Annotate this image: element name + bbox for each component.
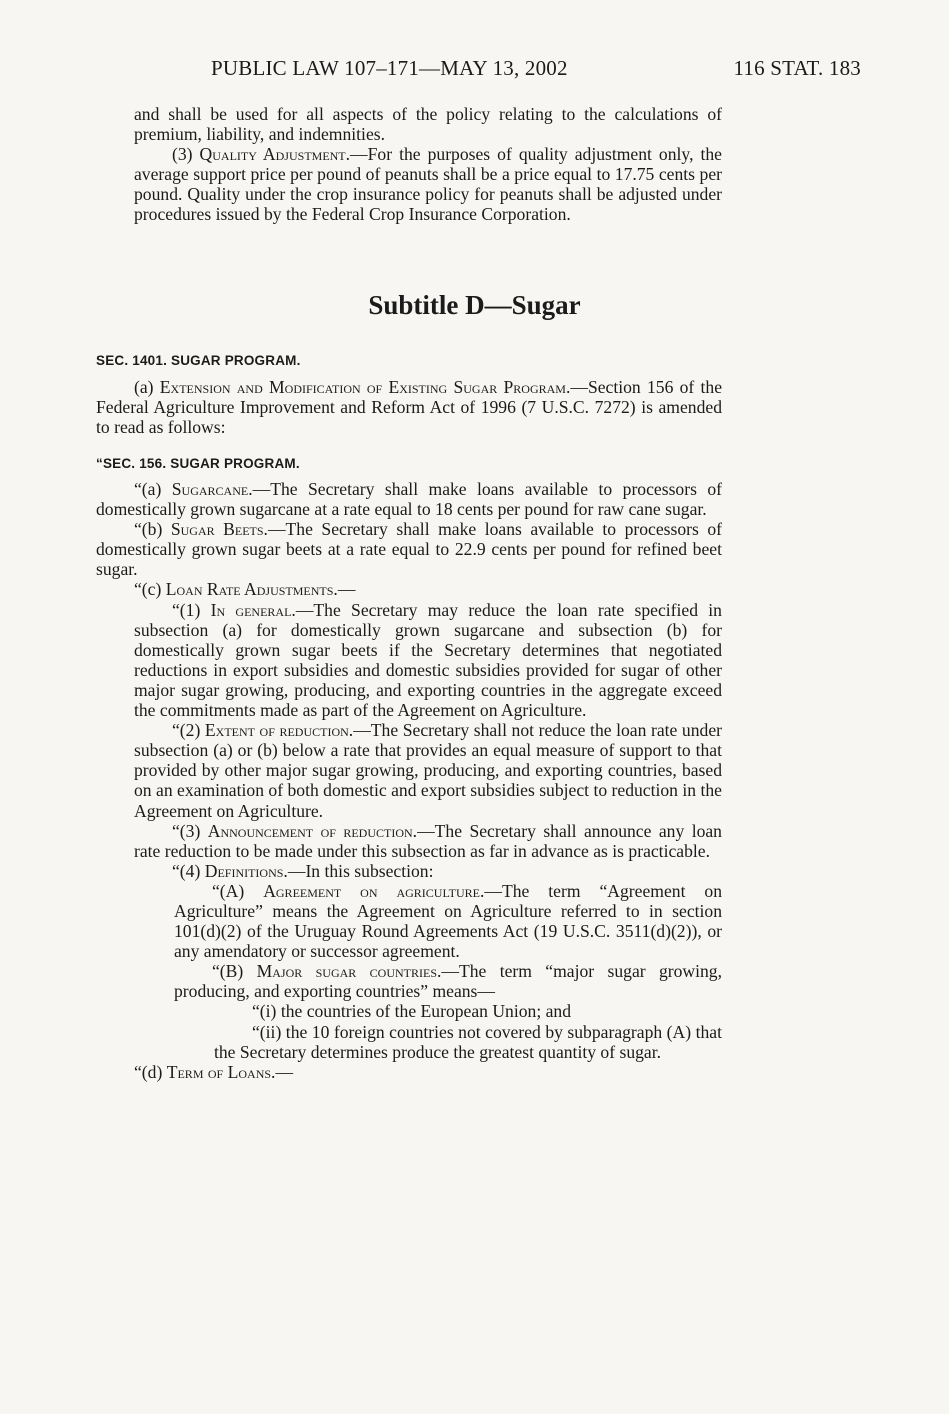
paragraph-text: —	[337, 579, 356, 600]
para-heading: Term of Loans.	[166, 1061, 276, 1082]
para-heading: Agreement on agriculture.	[263, 880, 485, 901]
para-heading: Extent of reduction.	[204, 720, 354, 741]
subtitle-heading: Subtitle D—Sugar	[368, 290, 581, 320]
paragraph-c4-definitions	[96, 861, 722, 881]
clause-i	[96, 1001, 722, 1021]
para-number: “(2)	[172, 720, 205, 741]
subparagraph-A-agreement	[96, 881, 722, 961]
paragraph-text: —The Secretary shall announce any loan rate reduction to be made under this subsection as far in advance as is practicable.	[134, 820, 722, 861]
subsection-a	[96, 377, 722, 437]
para-heading: Definitions.	[204, 860, 288, 881]
para-heading: Quality Adjustment.	[199, 144, 351, 165]
para-heading: Sugarcane.	[171, 479, 253, 499]
paragraph-text: —In this subsection:	[287, 860, 434, 881]
para-number: “(1)	[172, 599, 211, 620]
section-1401-heading: SEC. 1401. SUGAR PROGRAM.	[96, 353, 301, 368]
para-heading: Sugar Beets.	[170, 519, 268, 540]
paragraph-text: —The Secretary shall not reduce the loan rate under subsection (a) or (b) below a rate that provides an equal measure of support to that provided by other major sugar growing, producing, and exporting countries, based on an examination of both domestic and export subsidies subject to reduction in the Agreement on Agriculture.	[134, 720, 722, 821]
para-heading: Extension and Modification of Existing Sugar Program.	[159, 377, 571, 397]
paragraph-text: —The term “Agreement on Agriculture” means the Agreement on Agriculture referred to in section 101(d)(2) of the Uruguay Round Agreements Act (19 U.S.C. 3511(d)(2)), or any amendatory or successor agreement.	[174, 880, 722, 962]
paragraph-text: “(i) the countries of the European Union; and	[252, 1001, 572, 1022]
paragraph-text: —Section 156 of the Federal Agriculture Improvement and Reform Act of 1996 (7 U.S.C. 7272) is amended to read as follows:	[96, 377, 722, 438]
section-156-block	[96, 479, 722, 1082]
subsection-d-term	[96, 1062, 722, 1082]
para-number: “(a)	[134, 479, 172, 499]
para-number: “(c)	[134, 579, 166, 600]
paragraph-text: “(ii) the 10 foreign countries not covered by subparagraph (A) that the Secretary determines produce the greatest quantity of sugar.	[214, 1021, 722, 1062]
top-text-block	[96, 104, 722, 225]
subparagraph-B-major-countries	[96, 961, 722, 1001]
paragraph-text: —The term “major sugar growing, producing, and exporting countries” means—	[174, 961, 723, 1002]
subsection-b-sugar-beets	[96, 519, 722, 579]
paragraph-text: —The Secretary shall make loans available to processors of domestically grown sugar beets at a rate equal to 22.9 cents per pound for refined beet sugar.	[96, 519, 723, 580]
para-heading: Announcement of reduction.	[207, 820, 418, 841]
statute-page-number: 116 STAT. 183	[733, 56, 861, 80]
para-number: “(3)	[172, 820, 208, 841]
section-1401-block	[96, 377, 722, 437]
paragraph-text: —The Secretary may reduce the loan rate specified in subsection (a) for domestically grown sugarcane and subsection (b) for domestically grown sugar beets if the Secretary determines that negotiated reductions in export subsidies and domestic subsidies provided for sugar of other major sugar growing, producing, and exporting countries in the aggregate exceed the commitments made as part of the Agreement on Agriculture.	[134, 599, 722, 721]
para-heading: Major sugar countries.	[256, 961, 442, 982]
section-156-heading: “SEC. 156. SUGAR PROGRAM.	[96, 456, 300, 471]
law-citation: PUBLIC LAW 107–171—MAY 13, 2002	[211, 56, 568, 80]
running-header	[0, 56, 949, 86]
paragraph-quality-adjustment	[96, 144, 722, 224]
paragraph-text: —The Secretary shall make loans available to processors of domestically grown sugarcane at a rate equal to 18 cents per pound for raw cane sugar.	[96, 479, 722, 520]
paragraph-c2-extent	[96, 720, 722, 820]
clause-ii	[96, 1022, 722, 1062]
paragraph-text: and shall be used for all aspects of the policy relating to the calculations of premium, liability, and indemnities.	[134, 104, 722, 145]
para-number: “(d)	[134, 1061, 167, 1082]
paragraph-c3-announcement	[96, 821, 722, 861]
subsection-a-sugarcane	[96, 479, 722, 519]
para-number: (3)	[172, 144, 200, 165]
para-heading: Loan Rate Adjustments.	[165, 579, 338, 600]
para-number: “(b)	[134, 519, 171, 540]
paragraph-text: —For the purposes of quality adjustment only, the average support price per pound of peanuts shall be a price equal to 17.75 cents per pound. Quality under the crop insurance policy for peanuts shall be adjusted under procedures issued by the Federal Crop Insurance Corporation.	[134, 144, 722, 225]
para-number: “(A)	[212, 880, 264, 901]
paragraph-c1-in-general	[96, 600, 722, 721]
para-number: “(4)	[172, 860, 205, 881]
paragraph-text: —	[275, 1061, 294, 1082]
para-number: (a)	[134, 377, 160, 397]
subsection-c-loan-rate	[96, 579, 722, 599]
para-number: “(B)	[212, 961, 257, 982]
paragraph-continuation	[96, 104, 722, 144]
para-heading: In general.	[210, 599, 296, 620]
